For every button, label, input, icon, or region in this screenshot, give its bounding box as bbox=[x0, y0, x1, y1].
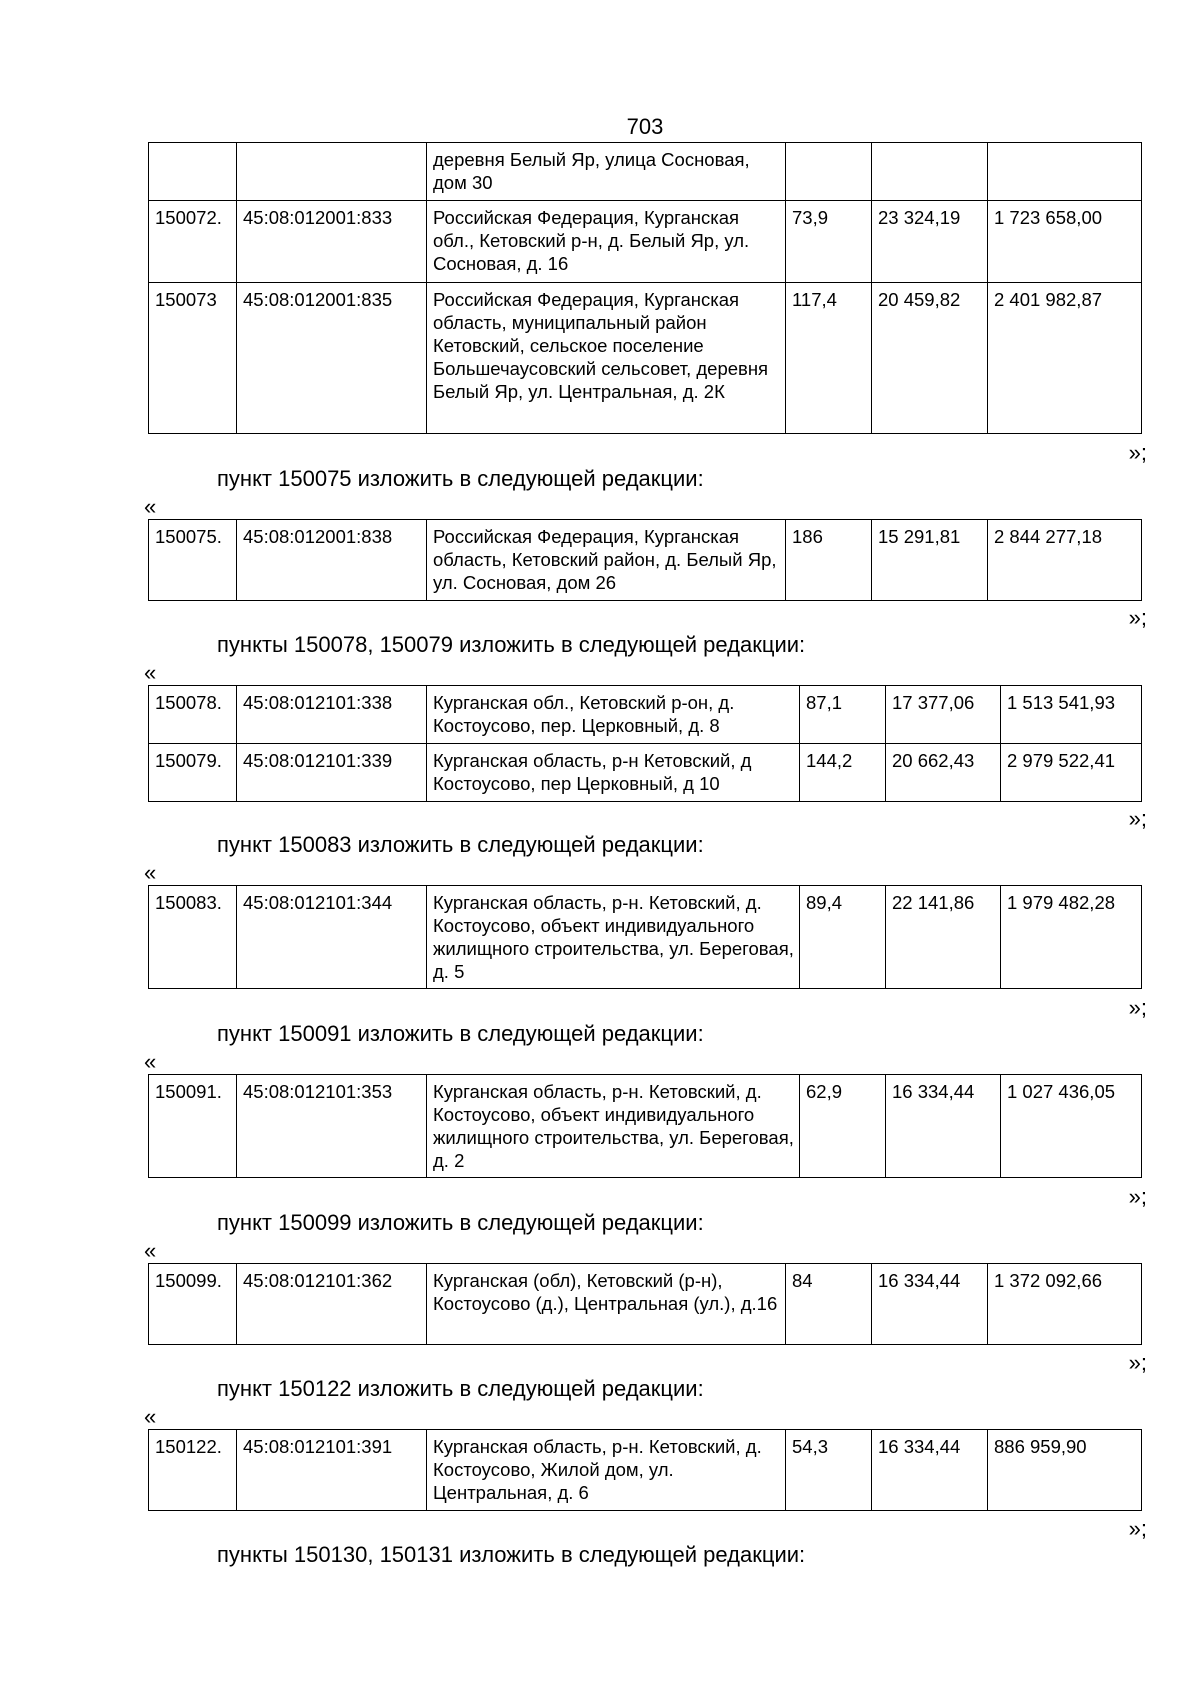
registry-table bbox=[148, 142, 1142, 434]
unit-price: 20 459,82 bbox=[872, 283, 988, 434]
cadastral-number: 45:08:012101:362 bbox=[237, 1264, 427, 1345]
table-row bbox=[149, 1075, 1142, 1178]
cadastral-number: 45:08:012101:344 bbox=[237, 886, 427, 989]
unit-price: 22 141,86 bbox=[886, 886, 1001, 989]
closing-quote: »; bbox=[1128, 995, 1147, 1020]
cadastral-value: 1 979 482,28 bbox=[1001, 886, 1142, 989]
table-row bbox=[149, 1430, 1142, 1511]
cadastral-number: 45:08:012101:353 bbox=[237, 1075, 427, 1178]
opening-quote: « bbox=[144, 1238, 157, 1263]
page-number: 703 bbox=[626, 114, 664, 139]
address: Курганская область, р-н Кетовский, д Костоусово, пер Церковный, д 10 bbox=[427, 744, 800, 802]
item-number: 150078. bbox=[149, 686, 237, 744]
registry-table bbox=[148, 1263, 1142, 1345]
address: Курганская обл., Кетовский р-он, д. Костоусово, пер. Церковный, д. 8 bbox=[427, 686, 800, 744]
closing-quote: »; bbox=[1128, 605, 1147, 630]
item-number bbox=[149, 143, 237, 201]
area: 89,4 bbox=[800, 886, 886, 989]
unit-price: 20 662,43 bbox=[886, 744, 1001, 802]
registry-table bbox=[148, 1429, 1142, 1511]
table-row bbox=[149, 744, 1142, 802]
cadastral-value: 1 513 541,93 bbox=[1001, 686, 1142, 744]
section-heading: пункт 150075 изложить в следующей редакции: bbox=[217, 466, 704, 491]
cadastral-number: 45:08:012001:838 bbox=[237, 520, 427, 601]
table-row bbox=[149, 201, 1142, 283]
item-number: 150079. bbox=[149, 744, 237, 802]
item-number: 150122. bbox=[149, 1430, 237, 1511]
cadastral-number bbox=[237, 143, 427, 201]
closing-quote: »; bbox=[1128, 1350, 1147, 1375]
address: деревня Белый Яр, улица Сосновая, дом 30 bbox=[427, 143, 786, 201]
item-number: 150072. bbox=[149, 201, 237, 283]
item-number: 150075. bbox=[149, 520, 237, 601]
address: Курганская (обл), Кетовский (р-н), Костоусово (д.), Центральная (ул.), д.16 bbox=[427, 1264, 786, 1345]
cadastral-value: 2 401 982,87 bbox=[988, 283, 1142, 434]
area: 54,3 bbox=[786, 1430, 872, 1511]
area: 87,1 bbox=[800, 686, 886, 744]
section-heading: пункты 150130, 150131 изложить в следующей редакции: bbox=[217, 1542, 806, 1567]
closing-quote: »; bbox=[1128, 440, 1147, 465]
opening-quote: « bbox=[144, 660, 157, 685]
unit-price: 16 334,44 bbox=[872, 1430, 988, 1511]
address: Российская Федерация, Курганская обл., Кетовский р-н, д. Белый Яр, ул. Сосновая, д. 16 bbox=[427, 201, 786, 283]
unit-price bbox=[872, 143, 988, 201]
cadastral-number: 45:08:012101:391 bbox=[237, 1430, 427, 1511]
opening-quote: « bbox=[144, 1404, 157, 1429]
cadastral-value: 886 959,90 bbox=[988, 1430, 1142, 1511]
cadastral-number: 45:08:012001:833 bbox=[237, 201, 427, 283]
area: 73,9 bbox=[786, 201, 872, 283]
opening-quote: « bbox=[144, 1049, 157, 1074]
area: 62,9 bbox=[800, 1075, 886, 1178]
table-row bbox=[149, 143, 1142, 201]
cadastral-number: 45:08:012101:339 bbox=[237, 744, 427, 802]
closing-quote: »; bbox=[1128, 1516, 1147, 1541]
registry-table bbox=[148, 519, 1142, 601]
cadastral-value: 2 979 522,41 bbox=[1001, 744, 1142, 802]
address: Российская Федерация, Курганская область, муниципальный район Кетовский, сельское поселение Большечаусовский сельсовет, деревня Белый Яр, ул. Центральная, д. 2К bbox=[427, 283, 786, 434]
item-number: 150073 bbox=[149, 283, 237, 434]
item-number: 150083. bbox=[149, 886, 237, 989]
address: Российская Федерация, Курганская область, Кетовский район, д. Белый Яр, ул. Сосновая, дом 26 bbox=[427, 520, 786, 601]
cadastral-number: 45:08:012101:338 bbox=[237, 686, 427, 744]
address: Курганская область, р-н. Кетовский, д. Костоусово, объект индивидуального жилищного строительства, ул. Береговая, д. 2 bbox=[427, 1075, 800, 1178]
area: 186 bbox=[786, 520, 872, 601]
unit-price: 15 291,81 bbox=[872, 520, 988, 601]
opening-quote: « bbox=[144, 494, 157, 519]
cadastral-value bbox=[988, 143, 1142, 201]
area: 84 bbox=[786, 1264, 872, 1345]
section-heading: пункты 150078, 150079 изложить в следующей редакции: bbox=[217, 632, 806, 657]
cadastral-value: 1 027 436,05 bbox=[1001, 1075, 1142, 1178]
section-heading: пункт 150091 изложить в следующей редакции: bbox=[217, 1021, 704, 1046]
item-number: 150091. bbox=[149, 1075, 237, 1178]
unit-price: 17 377,06 bbox=[886, 686, 1001, 744]
table-row bbox=[149, 886, 1142, 989]
registry-table bbox=[148, 885, 1142, 989]
unit-price: 23 324,19 bbox=[872, 201, 988, 283]
area: 144,2 bbox=[800, 744, 886, 802]
unit-price: 16 334,44 bbox=[872, 1264, 988, 1345]
cadastral-value: 1 723 658,00 bbox=[988, 201, 1142, 283]
address: Курганская область, р-н. Кетовский, д. Костоусово, Жилой дом, ул. Центральная, д. 6 bbox=[427, 1430, 786, 1511]
opening-quote: « bbox=[144, 860, 157, 885]
section-heading: пункт 150122 изложить в следующей редакции: bbox=[217, 1376, 704, 1401]
closing-quote: »; bbox=[1128, 806, 1147, 831]
section-heading: пункт 150099 изложить в следующей редакции: bbox=[217, 1210, 704, 1235]
cadastral-value: 2 844 277,18 bbox=[988, 520, 1142, 601]
address: Курганская область, р-н. Кетовский, д. Костоусово, объект индивидуального жилищного строительства, ул. Береговая, д. 5 bbox=[427, 886, 800, 989]
closing-quote: »; bbox=[1128, 1184, 1147, 1209]
area: 117,4 bbox=[786, 283, 872, 434]
registry-table bbox=[148, 1074, 1142, 1178]
unit-price: 16 334,44 bbox=[886, 1075, 1001, 1178]
section-heading: пункт 150083 изложить в следующей редакции: bbox=[217, 832, 704, 857]
table-row bbox=[149, 520, 1142, 601]
table-row bbox=[149, 1264, 1142, 1345]
cadastral-number: 45:08:012001:835 bbox=[237, 283, 427, 434]
table-row bbox=[149, 283, 1142, 434]
cadastral-value: 1 372 092,66 bbox=[988, 1264, 1142, 1345]
table-row bbox=[149, 686, 1142, 744]
registry-table bbox=[148, 685, 1142, 802]
item-number: 150099. bbox=[149, 1264, 237, 1345]
area bbox=[786, 143, 872, 201]
